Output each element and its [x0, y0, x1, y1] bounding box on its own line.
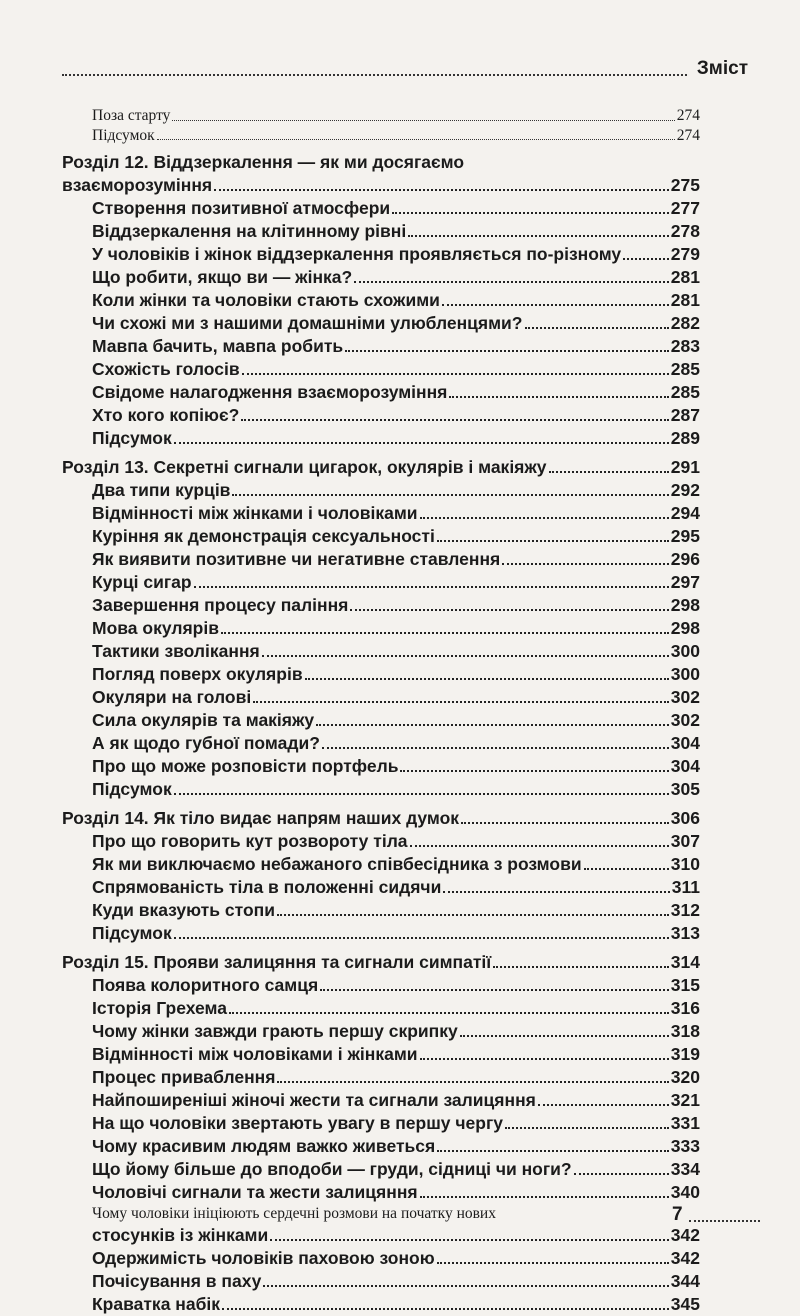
toc-entry — [62, 1224, 700, 1247]
dot-leader — [253, 701, 669, 703]
toc-entry — [62, 640, 700, 663]
toc-entry-title: Спрямованість тіла в положенні сидячи — [92, 877, 442, 897]
toc-entry-title: Схожість голосів — [92, 359, 240, 379]
toc-entry — [62, 1020, 700, 1043]
dot-leader — [460, 1035, 669, 1037]
toc-entry — [62, 1247, 700, 1270]
toc-entry — [62, 197, 700, 220]
dot-leader — [322, 747, 669, 749]
chapter-15 — [62, 951, 700, 1316]
toc-entry-title: Тактики зволікання — [92, 641, 260, 661]
toc-entry-title: Почісування в паху — [92, 1270, 262, 1291]
toc-entry-page: 315 — [670, 975, 700, 995]
toc-entry-page: 302 — [670, 687, 700, 707]
toc-entry-page: 297 — [670, 572, 700, 592]
toc-entry — [62, 1066, 700, 1089]
toc-entry-page: 320 — [670, 1067, 700, 1087]
toc-entry — [62, 876, 700, 899]
toc-entry — [62, 778, 700, 801]
toc-entry — [62, 427, 700, 450]
toc-entry-page: 274 — [676, 107, 700, 124]
toc-entry-title: Підсумок — [92, 126, 155, 144]
dot-leader — [442, 304, 669, 306]
toc-entry-page: 334 — [670, 1159, 700, 1179]
toc-entry-page: 285 — [670, 382, 700, 402]
chapter-entries — [62, 197, 700, 450]
toc-entry-page: 292 — [670, 480, 700, 500]
chapter-heading — [62, 174, 700, 197]
toc-entry — [62, 899, 700, 922]
dot-leader — [174, 937, 669, 939]
toc-entry — [62, 1270, 700, 1293]
toc-entry-title: Чи схожі ми з нашими домашніми улюбленцями? — [92, 313, 523, 333]
toc-entry-title: Відмінності між жінками і чоловіками — [92, 503, 418, 523]
toc-entry-title: Мова окулярів — [92, 618, 219, 638]
toc-entry — [62, 1089, 700, 1112]
toc-entry-title: Про що може розповісти портфель — [92, 756, 399, 776]
toc-entry-page: 300 — [670, 641, 700, 661]
toc-entry-page: 321 — [670, 1090, 700, 1110]
footer-dot-leader — [689, 1220, 760, 1222]
toc-entry — [62, 312, 700, 335]
toc-entry-page: 305 — [670, 779, 700, 799]
chapter-title-continued: взаєморозуміння — [62, 175, 213, 195]
chapter-page: 291 — [670, 457, 700, 477]
dot-leader — [229, 1012, 669, 1014]
toc-entry-title: Поза старту — [92, 107, 171, 124]
toc-entry-title: Свідоме налагодження взаєморозуміння — [92, 382, 448, 402]
chapter-heading — [62, 807, 700, 830]
toc-entry-page: 311 — [671, 877, 700, 897]
toc-entry-page: 300 — [670, 664, 700, 684]
toc-entry — [62, 1293, 700, 1316]
chapter-page: 306 — [670, 808, 700, 828]
chapter-12 — [62, 151, 700, 450]
header-dot-leader — [62, 74, 687, 76]
toc-entry-title: Чому жінки завжди грають першу скрипку — [92, 1021, 458, 1041]
toc-entry-page: 277 — [670, 198, 700, 218]
toc-entry — [62, 479, 700, 502]
toc-entry — [62, 755, 700, 778]
dot-leader — [172, 120, 674, 121]
toc-entry-title: Відмінності між чоловіками і жінками — [92, 1044, 418, 1064]
toc-entry-page: 331 — [670, 1113, 700, 1133]
toc-entry-page: 298 — [670, 618, 700, 638]
toc-entry-title: Створення позитивної атмосфери — [92, 198, 391, 218]
dot-leader — [263, 1285, 668, 1287]
dot-leader — [443, 891, 669, 893]
toc-entry-title: Куди вказують стопи — [92, 900, 275, 920]
toc-entry-title: Куріння як демонстрація сексуальності — [92, 526, 435, 546]
toc-entry-title: Що робити, якщо ви — жінка? — [92, 267, 353, 287]
chapter-heading — [62, 951, 700, 974]
toc-entry-page: 281 — [670, 267, 700, 287]
toc-entry-page: 287 — [670, 405, 700, 425]
toc-entry-title: Чоловічі сигнали та жести залицяння — [92, 1182, 418, 1202]
page-number: 7 — [672, 1204, 683, 1225]
dot-leader — [194, 586, 669, 588]
chapter-page: 275 — [670, 175, 700, 195]
dot-leader — [174, 793, 669, 795]
dot-leader — [262, 655, 669, 657]
toc-entry-page: 304 — [670, 756, 700, 776]
toc-entry-page: 295 — [670, 526, 700, 546]
toc-entry-title: А як щодо губної помади? — [92, 733, 320, 753]
dot-leader — [549, 471, 669, 473]
dot-leader — [408, 235, 669, 237]
toc-entry-page: 310 — [670, 854, 700, 874]
dot-leader — [449, 396, 668, 398]
toc-entry-page: 318 — [670, 1021, 700, 1041]
dot-leader — [623, 258, 669, 260]
dot-leader — [214, 189, 669, 191]
toc-entry-page: 282 — [670, 313, 700, 333]
chapter-title: Розділ 13. Секретні сигнали цигарок, окулярів і макіяжу — [62, 457, 547, 477]
dot-leader — [270, 1239, 669, 1241]
toc-entry-page: 279 — [670, 244, 700, 264]
dot-leader — [505, 1127, 669, 1129]
toc-entry — [62, 126, 700, 146]
dot-leader — [437, 1262, 669, 1264]
toc-entry — [62, 266, 700, 289]
toc-entry-page: 342 — [670, 1224, 700, 1245]
chapter-entries — [62, 830, 700, 945]
toc-entry-title: У чоловіків і жінок віддзеркалення проявляється по-різному — [92, 244, 622, 264]
toc-entry — [62, 1043, 700, 1066]
dot-leader — [222, 1308, 669, 1310]
running-header — [62, 58, 748, 80]
toc-entry-title: Як ми виключаємо небажаного співбесідника з розмови — [92, 854, 582, 874]
toc-entry-page: 296 — [670, 549, 700, 569]
toc-entry-page: 281 — [670, 290, 700, 310]
toc-entry-page: 274 — [676, 126, 700, 144]
toc-entry — [62, 358, 700, 381]
dot-leader — [584, 868, 669, 870]
toc-entry-title: Краватка набік — [92, 1293, 221, 1314]
toc-entry-page: 289 — [670, 428, 700, 448]
dot-leader — [277, 914, 669, 916]
toc-entry-title: Окуляри на голові — [92, 687, 252, 707]
dot-leader — [437, 540, 669, 542]
toc-entry — [62, 853, 700, 876]
toc-entry — [62, 1135, 700, 1158]
toc-entry-title: Підсумок — [92, 779, 172, 799]
toc-entry-page: 312 — [670, 900, 700, 920]
toc-entry-title: Погляд поверх окулярів — [92, 664, 303, 684]
toc-entry-page: 319 — [670, 1044, 700, 1064]
page-footer — [672, 1204, 760, 1226]
toc-entry — [62, 243, 700, 266]
dot-leader — [277, 1081, 668, 1083]
toc-entry-page: 298 — [670, 595, 700, 615]
dot-leader — [305, 678, 669, 680]
toc-entry — [62, 335, 700, 358]
toc-entry — [62, 289, 700, 312]
toc-entry-title: Історія Грехема — [92, 998, 227, 1018]
toc-entry-multiline — [62, 1204, 700, 1224]
toc-entry-title: Що йому більше до вподоби — груди, сідниці чи ноги? — [92, 1159, 572, 1179]
dot-leader — [392, 212, 669, 214]
toc-entry — [62, 571, 700, 594]
toc-entry — [62, 1158, 700, 1181]
toc-entry-title: Курці сигар — [92, 572, 192, 592]
chapter-title: Розділ 15. Прояви залицяння та сигнали симпатії — [62, 952, 492, 972]
toc-entry-page: 342 — [670, 1247, 700, 1268]
chapter-entries — [62, 479, 700, 801]
toc-entry — [62, 686, 700, 709]
chapter-13 — [62, 456, 700, 801]
toc-entry-title: Два типи курців — [92, 480, 231, 500]
toc-entry — [62, 709, 700, 732]
chapter-page: 314 — [670, 952, 700, 972]
toc-entry-title: Сила окулярів та макіяжу — [92, 710, 315, 730]
dot-leader — [232, 494, 668, 496]
toc-entry-title: Як виявити позитивне чи негативне ставлення — [92, 549, 501, 569]
dot-leader — [350, 609, 668, 611]
dot-leader — [461, 822, 669, 824]
chapter-title: Розділ 14. Як тіло видає напрям наших думок — [62, 808, 460, 828]
toc-entry-page: 283 — [670, 336, 700, 356]
toc-entry-title: Завершення процесу паління — [92, 595, 349, 615]
toc-entry — [62, 381, 700, 404]
toc-entry — [62, 997, 700, 1020]
toc-entry-title: Поява колоритного самця — [92, 975, 319, 995]
toc-entry-page: 345 — [670, 1293, 700, 1314]
toc-entry-title: На що чоловіки звертають увагу в першу чергу — [92, 1113, 504, 1133]
toc-entry — [62, 502, 700, 525]
chapter-14 — [62, 807, 700, 945]
chapter-entries — [62, 1247, 700, 1316]
dot-leader — [420, 517, 669, 519]
toc-entry — [62, 1181, 700, 1204]
toc-entry-page: 307 — [670, 831, 700, 851]
toc-entry — [62, 922, 700, 945]
toc-entry — [62, 617, 700, 640]
toc-entry — [62, 220, 700, 243]
toc-entry-title: Віддзеркалення на клітинному рівні — [92, 221, 407, 241]
toc-entry-page: 333 — [670, 1136, 700, 1156]
toc-entry-title: Чому красивим людям важко живеться — [92, 1136, 436, 1156]
dot-leader — [157, 139, 675, 140]
toc-entry — [62, 1112, 700, 1135]
toc-entry-page: 316 — [670, 998, 700, 1018]
toc-entry — [62, 548, 700, 571]
toc-entry-title: Найпоширеніші жіночі жести та сигнали залицяння — [92, 1090, 536, 1110]
toc-entry-title-continued: стосунків із жінками — [92, 1224, 269, 1245]
dot-leader — [320, 989, 669, 991]
dot-leader — [420, 1058, 669, 1060]
toc-entry — [62, 525, 700, 548]
dot-leader — [354, 281, 669, 283]
toc-entry-page: 278 — [670, 221, 700, 241]
dot-leader — [400, 770, 668, 772]
toc-entry — [62, 974, 700, 997]
dot-leader — [493, 966, 669, 968]
toc-entry-page: 344 — [670, 1270, 700, 1291]
toc-entry — [62, 830, 700, 853]
dot-leader — [242, 373, 669, 375]
toc-entry — [62, 404, 700, 427]
toc-entry-title: Процес приваблення — [92, 1067, 276, 1087]
toc-entry-page: 302 — [670, 710, 700, 730]
toc-entry-title: Хто кого копіює? — [92, 405, 240, 425]
dot-leader — [574, 1173, 669, 1175]
dot-leader — [420, 1196, 669, 1198]
table-of-contents — [62, 106, 700, 1316]
toc-entry-page: 294 — [670, 503, 700, 523]
dot-leader — [345, 350, 669, 352]
toc-entry-title: Підсумок — [92, 428, 172, 448]
toc-entry-page: 285 — [670, 359, 700, 379]
dot-leader — [437, 1150, 669, 1152]
header-title: Зміст — [696, 58, 748, 79]
toc-entry — [62, 106, 700, 126]
dot-leader — [538, 1104, 669, 1106]
chapter-title: Розділ 12. Віддзеркалення — як ми досягаємо — [62, 152, 465, 172]
chapter-entries — [62, 974, 700, 1204]
toc-entry-title: Одержимість чоловіків паховою зоною — [92, 1247, 435, 1268]
chapter-heading — [62, 456, 700, 479]
toc-entry — [62, 594, 700, 617]
toc-entry-title: Підсумок — [92, 923, 172, 943]
toc-entry-page: 313 — [670, 923, 700, 943]
toc-entry — [62, 732, 700, 755]
dot-leader — [241, 419, 668, 421]
toc-entry-page: 304 — [670, 733, 700, 753]
toc-entry-title: Мавпа бачить, мавпа робить — [92, 336, 344, 356]
dot-leader — [525, 327, 669, 329]
dot-leader — [316, 724, 669, 726]
toc-entry — [62, 663, 700, 686]
toc-entry-page: 340 — [670, 1182, 700, 1202]
toc-entry-title: Про що говорить кут розвороту тіла — [92, 831, 408, 851]
toc-entry-title: Чому чоловіки ініціюють сердечні розмови на початку нових — [92, 1205, 496, 1222]
dot-leader — [502, 563, 669, 565]
dot-leader — [174, 442, 669, 444]
dot-leader — [221, 632, 669, 634]
toc-entry-title: Коли жінки та чоловіки стають схожими — [92, 290, 440, 310]
dot-leader — [410, 845, 669, 847]
